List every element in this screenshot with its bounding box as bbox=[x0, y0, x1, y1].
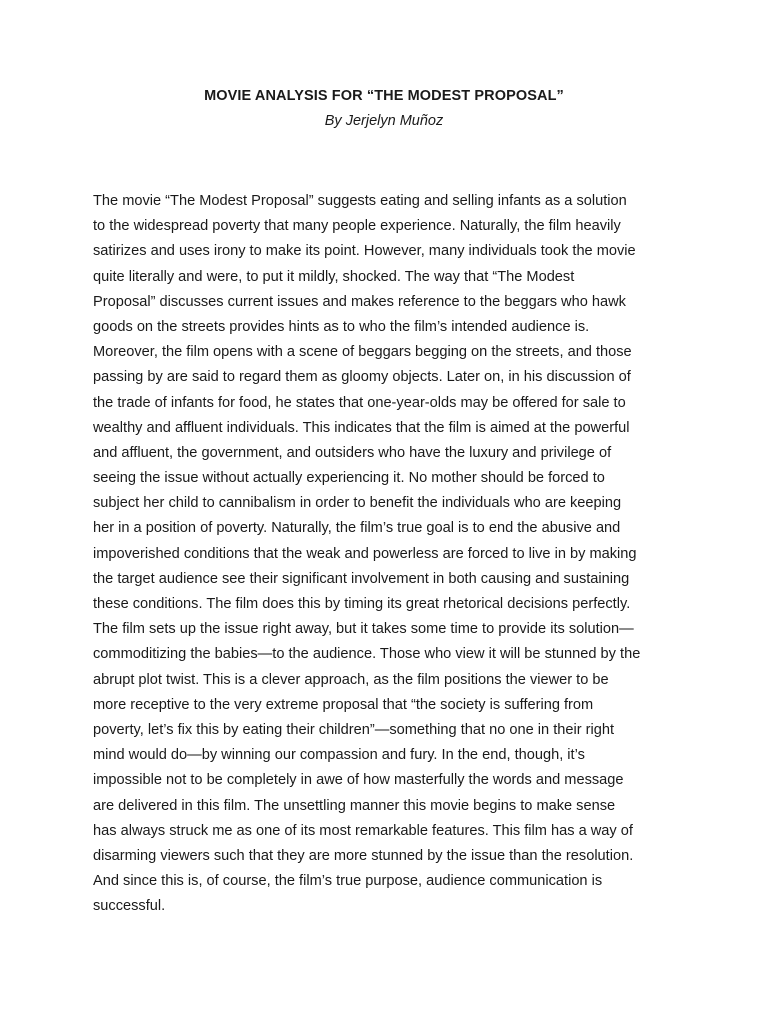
text-line: passing by are said to regard them as gloomy objects. Later on, in his discussion of bbox=[93, 369, 631, 386]
text-line: quite literally and were, to put it mildly, shocked. The way that “The Modest bbox=[93, 268, 575, 285]
text-line: satirizes and uses irony to make its point. However, many individuals took the movie bbox=[93, 243, 636, 260]
text-line: to the widespread poverty that many people experience. Naturally, the film heavily bbox=[93, 218, 621, 235]
text-line: Moreover, the film opens with a scene of beggars begging on the streets, and those bbox=[93, 344, 632, 361]
text-line: goods on the streets provides hints as to who the film’s intended audience is. bbox=[93, 318, 590, 335]
text-line: abrupt plot twist. This is a clever approach, as the film positions the viewer to be bbox=[93, 671, 609, 688]
text-line: mind would do—by winning our compassion and fury. In the end, though, it’s bbox=[93, 747, 585, 764]
text-line: her in a position of poverty. Naturally, the film’s true goal is to end the abusive and bbox=[93, 520, 621, 537]
text-line: subject her child to cannibalism in order to benefit the individuals who are keeping bbox=[93, 495, 622, 512]
body-paragraph bbox=[93, 189, 693, 919]
text-line: wealthy and affluent individuals. This indicates that the film is aimed at the powerful bbox=[93, 419, 630, 436]
text-line: The movie “The Modest Proposal” suggests eating and selling infants as a solution bbox=[93, 193, 627, 209]
document-title: MOVIE ANALYSIS FOR “THE MODEST PROPOSAL” bbox=[204, 88, 564, 104]
text-line: more receptive to the very extreme proposal that “the society is suffering from bbox=[93, 696, 594, 713]
text-line: successful. bbox=[93, 898, 166, 915]
document-byline: By Jerjelyn Muñoz bbox=[324, 113, 444, 129]
text-line: the trade of infants for food, he states that one-year-olds may be offered for sale to bbox=[93, 394, 626, 411]
text-line: disarming viewers such that they are more stunned by the issue than the resolution. bbox=[93, 847, 634, 864]
text-line: Proposal” discusses current issues and makes reference to the beggars who hawk bbox=[93, 293, 626, 310]
text-line: seeing the issue without actually experiencing it. No mother should be forced to bbox=[93, 470, 605, 487]
text-line: The film sets up the issue right away, but it takes some time to provide its solution— bbox=[93, 621, 634, 638]
text-line: poverty, let’s fix this by eating their children”—something that no one in their right bbox=[93, 721, 615, 738]
text-line: and affluent, the government, and outsiders who have the luxury and privilege of bbox=[93, 444, 612, 461]
text-line: impossible not to be completely in awe of how masterfully the words and message bbox=[93, 772, 624, 789]
text-line: And since this is, of course, the film’s true purpose, audience communication is bbox=[93, 873, 603, 890]
text-line: are delivered in this film. The unsettling manner this movie begins to make sense bbox=[93, 797, 616, 814]
text-line: commoditizing the babies—to the audience. Those who view it will be stunned by the bbox=[93, 646, 641, 663]
text-line: impoverished conditions that the weak and powerless are forced to live in by making bbox=[93, 545, 637, 562]
text-line: these conditions. The film does this by timing its great rhetorical decisions perfectly. bbox=[93, 596, 631, 612]
text-line: the target audience see their significant involvement in both causing and sustaining bbox=[93, 570, 630, 587]
text-line: has always struck me as one of its most remarkable features. This film has a way of bbox=[93, 822, 633, 839]
